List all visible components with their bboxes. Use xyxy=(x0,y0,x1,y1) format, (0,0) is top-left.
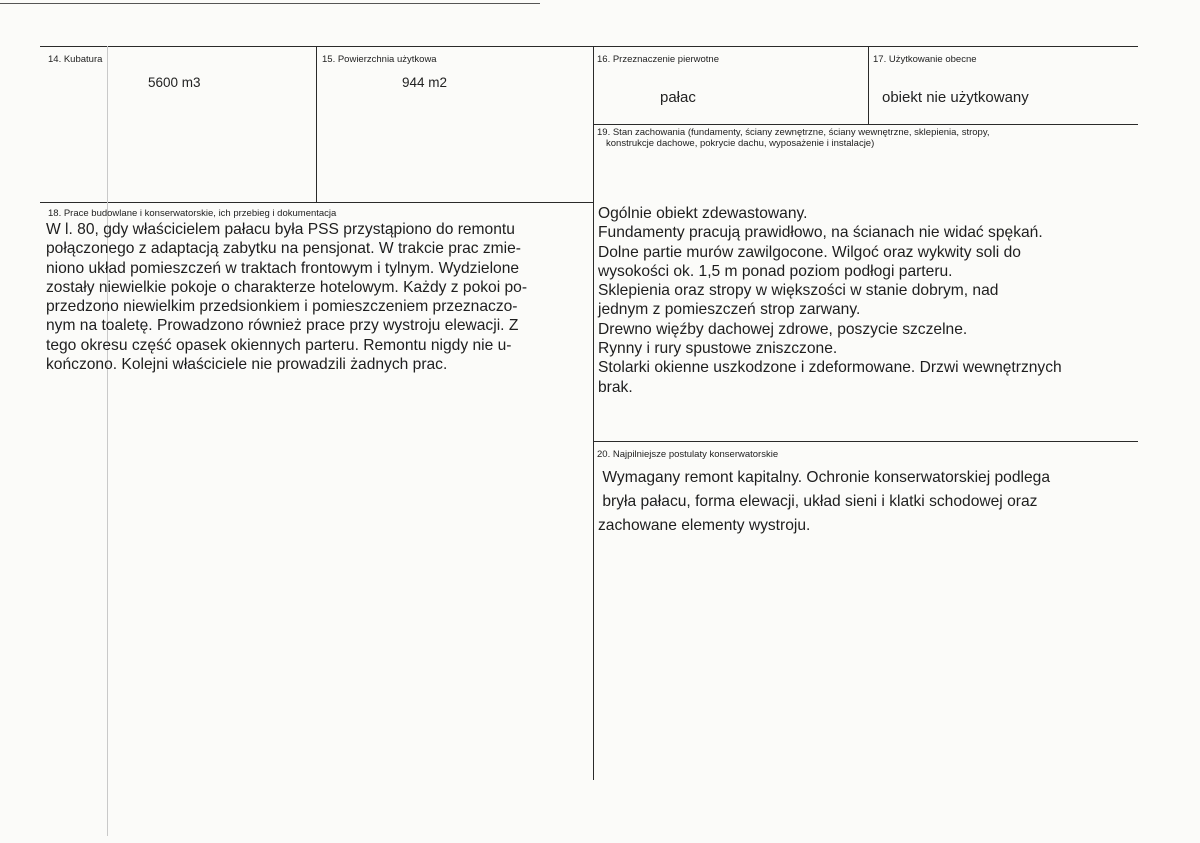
text-line: Rynny i rury spustowe zniszczone. xyxy=(598,340,838,358)
field-15-value: 944 m2 xyxy=(402,75,448,90)
text-line: brak. xyxy=(598,378,633,396)
top-edge-line xyxy=(0,3,540,4)
col-divider-15 xyxy=(316,46,317,202)
field-20-text xyxy=(598,466,1118,538)
field-20-label: 20. Najpilniejsze postulaty konserwatorskie xyxy=(597,449,779,460)
text-line: kończono. Kolejni właściciele nie prowadzili żadnych prac. xyxy=(46,356,448,374)
field-17-label: 17. Użytkowanie obecne xyxy=(873,54,977,65)
field-14-label: 14. Kubatura xyxy=(48,54,103,65)
row-divider-20 xyxy=(593,441,1138,442)
field-14-value: 5600 m3 xyxy=(148,75,201,90)
text-line: Wymagany remont kapitalny. Ochronie konserwatorskiej podlega xyxy=(598,469,1051,486)
text-line: Stolarki okienne uszkodzone i zdeformowane. Drzwi wewnętrznych xyxy=(598,359,1062,377)
text-line: jednym z pomieszczeń strop zarwany. xyxy=(598,301,861,319)
row-divider-17 xyxy=(593,124,1138,125)
field-15-label: 15. Powierzchnia użytkowa xyxy=(322,54,437,65)
text-line: zostały niewielkie pokoje o charakterze hotelowym. Każdy z pokoi po- xyxy=(46,278,528,296)
col-divider-17 xyxy=(868,46,869,124)
field-18-label: 18. Prace budowlane i konserwatorskie, ich przebieg i dokumentacja xyxy=(48,208,337,219)
text-line: niono układ pomieszczeń w traktach frontowym i tylnym. Wydzielone xyxy=(46,259,520,277)
text-line: tego okresu część opasek okiennych parteru. Remontu nigdy nie u- xyxy=(46,336,512,354)
text-line: Dolne partie murów zawilgocone. Wilgoć oraz wykwity soli do xyxy=(598,243,1021,261)
table-top-border xyxy=(40,46,1138,47)
field-16-value: pałac xyxy=(660,89,696,106)
field-19-label-cont: konstrukcje dachowe, pokrycie dachu, wyposażenie i instalacje) xyxy=(606,138,875,149)
scan-artifact-line xyxy=(107,46,108,836)
text-line: W l. 80, gdy właścicielem pałacu była PSS przystąpiono do remontu xyxy=(46,221,515,238)
text-line: bryła pałacu, forma elewacji, układ sieni i klatki schodowej oraz xyxy=(598,493,1038,510)
text-line: Fundamenty pracują prawidłowo, na ścianach nie widać spękań. xyxy=(598,224,1043,242)
text-line: zachowane elementy wystroju. xyxy=(598,517,811,534)
text-line: wysokości ok. 1,5 m ponad poziom podłogi parteru. xyxy=(598,262,953,280)
field-19-label: 19. Stan zachowania (fundamenty, ściany zewnętrzne, ściany wewnętrzne, sklepienia, stropy, xyxy=(597,127,990,138)
field-19-text xyxy=(598,204,1125,397)
row-divider-18 xyxy=(40,202,593,203)
text-line: połączonego z adaptacją zabytku na pensjonat. W trakcie prac zmie- xyxy=(46,240,522,258)
text-line: Sklepienia oraz stropy w większości w stanie dobrym, nad xyxy=(598,282,999,300)
field-17-value: obiekt nie użytkowany xyxy=(882,89,1029,106)
text-line: Ogólnie obiekt zdewastowany. xyxy=(598,205,808,222)
field-18-text xyxy=(46,220,582,374)
text-line: przedzono niewielkim przedsionkiem i pomieszczeniem przeznaczo- xyxy=(46,298,518,316)
text-line: nym na toaletę. Prowadzono również prace przy wystroju elewacji. Z xyxy=(46,317,519,335)
col-divider-main xyxy=(593,46,594,780)
field-16-label: 16. Przeznaczenie pierwotne xyxy=(597,54,719,65)
text-line: Drewno więźby dachowej zdrowe, poszycie szczelne. xyxy=(598,320,968,338)
